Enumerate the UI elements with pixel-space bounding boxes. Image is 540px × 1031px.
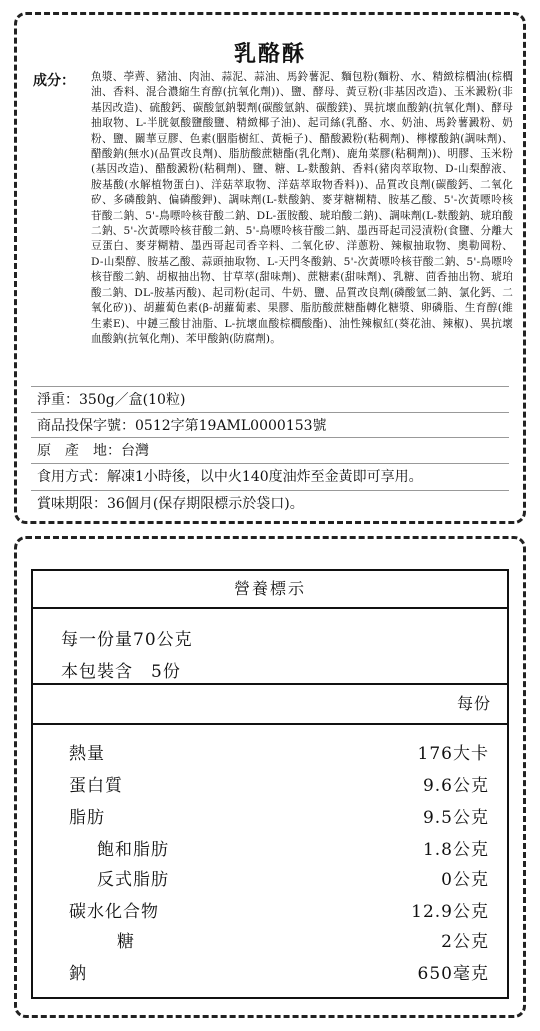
divider [31, 463, 509, 464]
nutrient-value: 2公克 [441, 932, 489, 952]
nutrition-row-sodium [33, 959, 507, 985]
nutrient-label: 脂肪 [69, 808, 105, 828]
nutrition-table [31, 569, 509, 999]
servings-per-package: 本包裝含 5份 [61, 662, 181, 682]
nutrition-row-saturated-fat [33, 835, 507, 861]
divider [31, 437, 509, 438]
nutrient-label: 糖 [117, 932, 135, 952]
origin: 原 產 地：台灣 [37, 443, 149, 459]
nutrient-value: 9.5公克 [422, 808, 489, 828]
table-rule [33, 683, 507, 685]
table-rule [33, 607, 507, 609]
nutrient-label: 熱量 [69, 744, 105, 764]
product-label-panel [14, 12, 526, 524]
usage-instructions: 食用方式：解凍1小時後，以中火140度油炸至金黃即可享用。 [37, 469, 423, 485]
nutrition-row-trans-fat [33, 865, 507, 891]
nutrient-value: 12.9公克 [411, 902, 489, 922]
nutrient-value: 0公克 [441, 870, 489, 890]
nutrient-value: 1.8公克 [422, 840, 489, 860]
ingredients-label: 成分： [33, 73, 75, 89]
divider [31, 490, 509, 491]
nutrition-row-carbohydrate [33, 897, 507, 923]
nutrition-title: 營養標示 [233, 579, 306, 598]
nutrition-row-protein [33, 771, 507, 797]
nutrient-label: 飽和脂肪 [97, 840, 169, 860]
net-weight: 淨重：350g／盒(10粒) [37, 392, 186, 408]
ingredients-text: 魚漿、荸薺、豬油、肉油、蒜泥、蒜油、馬鈴薯泥、麵包粉(麵粉、水、精緻棕櫚油(棕櫚油、香料、混合濃縮生育醇(抗氧化劑))、鹽、酵母、黃豆粉(非基因改造)、玉米澱粉(非基因改造)、硫酸鈣、碳酸氫鈉製劑(碳酸氫鈉、碳酸鎂)、異抗壞血酸鈉(抗氧化劑)、酵母抽取物、L-半胱氨酸鹽酸鹽、精緻椰子油)、起司絲(乳酪、水、奶油、馬鈴薯澱粉、奶粉、鹽、關華豆膠、色素(胭脂樹紅、黃梔子)、醋酸澱粉(粘稠劑)、檸檬酸鈉(調味劑)、醋酸鈉(無水)(品質改良劑)、脂肪酸蔗糖酯(乳化劑)、鹿角菜膠(粘稠劑))、明膠、玉米粉(基因改造)、醋酸澱粉(粘稠劑)、鹽、糖、L-麩酸鈉、香料(豬肉萃取物、D-山梨醇液、胺基酸(水解植物蛋白)、洋菇萃取物、洋菇萃取物香料))、品質改良劑(碳酸鈣、二氧化矽、多磷酸鈉、偏磷酸鉀)、調味劑(L-麩酸鈉、麥芽糖糊精、胺基乙酸、5'-次黃嘌呤核苷酸二鈉、5'-鳥嘌呤核苷酸二鈉、DL-蛋胺酸、琥珀酸二鈉)、調味劑(L-麩酸鈉、琥珀酸二鈉、5'-次黃嘌呤核苷酸二鈉、5'-鳥嘌呤核苷酸二鈉、墨西哥起司浸漬粉(食鹽、分離大豆蛋白、麥芽糊精、墨西哥起司香辛料、二氧化矽、洋蔥粉、辣椒抽取物、奧勒岡粉、D-山梨醇、胺基乙酸、蒜頭抽取物、L-天門冬酸鈉、5'-次黃嘌呤核苷酸二鈉、5'-鳥嘌呤核苷酸二鈉、胡椒抽出物、甘草萃(甜味劑)、蔗糖素(甜味劑)、乳糖、茴香抽出物、琥珀酸二鈉、DL-胺基丙酸)、起司粉(起司、牛奶、鹽、品質改良劑(磷酸氫二鈉、氯化鈣、二氧化矽))、胡蘿蔔色素(β-胡蘿蔔素、果膠、脂肪酸蔗糖酯轉化糖漿、卵磷脂、生育醇(維生素E)、中鏈三酸甘油脂、L-抗壞血酸棕櫚酸酯)、油性辣椒紅(葵花油、辣椒)、異抗壞血酸鈉(抗氧化劑)、苯甲酸鈉(防腐劑)。 [91, 71, 513, 345]
serving-size: 每一份量70公克 [61, 630, 193, 650]
nutrient-value: 176大卡 [417, 744, 489, 764]
license-number: 商品投保字號：0512字第19AML0000153號 [37, 418, 327, 434]
shelf-life: 賞味期限：36個月(保存期限標示於袋口)。 [37, 496, 304, 512]
nutrient-label: 反式脂肪 [97, 870, 169, 890]
nutrition-row-fat [33, 803, 507, 829]
nutrient-value: 650毫克 [417, 964, 489, 984]
nutrient-value: 9.6公克 [422, 776, 489, 796]
product-title: 乳酪酥 [233, 41, 306, 67]
divider [31, 412, 509, 413]
ingredients-section [33, 70, 513, 347]
nutrition-row-sugar [33, 927, 507, 953]
nutrient-label: 鈉 [69, 964, 87, 984]
table-rule [33, 723, 507, 725]
nutrition-panel [14, 536, 526, 1018]
per-serving-header: 每份 [456, 694, 491, 713]
nutrition-row-energy [33, 739, 507, 765]
divider [31, 386, 509, 387]
nutrient-label: 碳水化合物 [69, 902, 159, 922]
nutrient-label: 蛋白質 [69, 776, 123, 796]
